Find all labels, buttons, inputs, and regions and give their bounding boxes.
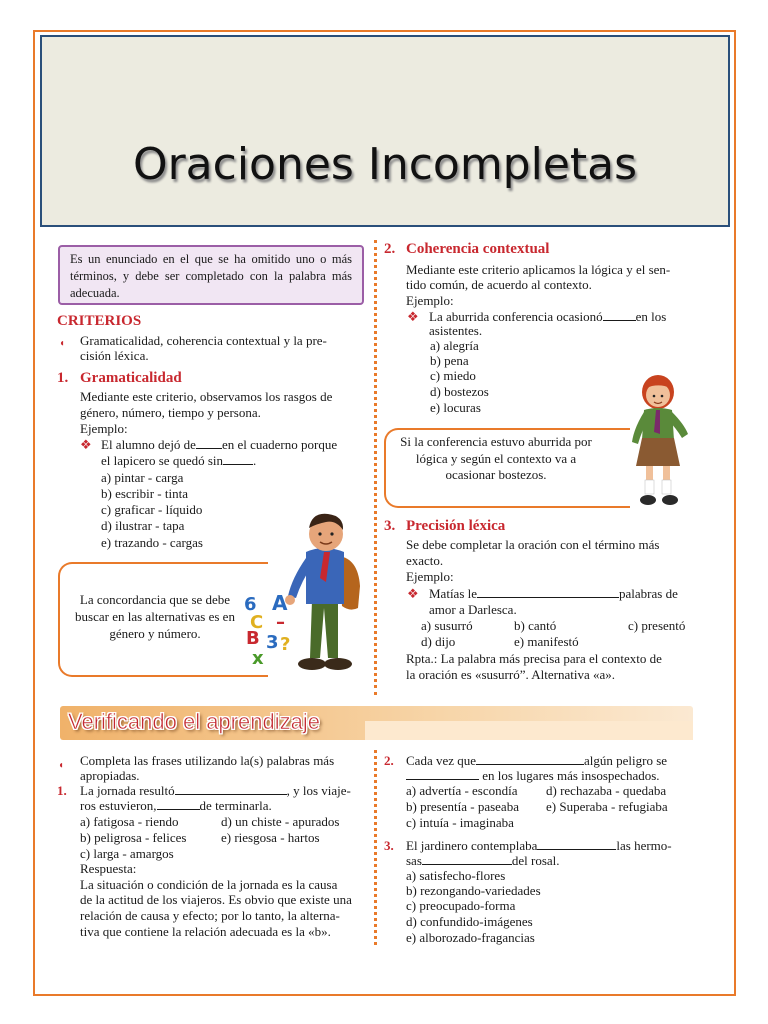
question-text: algún peligro se [584, 753, 668, 768]
gramaticalidad-heading: Gramaticalidad [80, 370, 182, 386]
precision-option-a: a) susurró [421, 618, 473, 633]
question-text: palabras de [619, 586, 678, 601]
q1-line-1 [80, 783, 351, 799]
question-text: La jornada resultó [80, 783, 175, 798]
blank [196, 437, 222, 449]
question-text: las hermo- [616, 838, 672, 853]
coherencia-option-a: a) alegría [430, 338, 479, 353]
q3-option-b: b) rezongando-variedades [406, 883, 541, 898]
q1-number: 1. [57, 783, 67, 798]
gramaticalidad-question-line-1 [101, 437, 337, 453]
coherencia-option-d: d) bostezos [430, 384, 489, 399]
q3-option-a: a) satisfecho-flores [406, 868, 506, 883]
gramaticalidad-option-c: c) graficar - líquido [101, 502, 203, 517]
question-text: . [253, 453, 257, 468]
question-text: Matías le [429, 586, 478, 601]
question-text: en el cuaderno porque [221, 437, 338, 452]
gramaticalidad-number: 1. [57, 370, 69, 386]
gramaticalidad-option-a: a) pintar - carga [101, 470, 184, 485]
q1-option-d: d) un chiste - apurados [221, 814, 340, 829]
question-text: El jardinero contemplaba [406, 838, 538, 853]
blank [603, 309, 636, 321]
q3-line-2 [406, 853, 560, 869]
letter-dash: – [276, 612, 285, 633]
definition-box: Es un enunciado en el que se ha omitido uno o más términos, y debe ser completado con la palabra más adecuada. [58, 245, 364, 305]
criterios-bullet-icon: ◖ [59, 338, 66, 349]
q2-line-1 [406, 753, 667, 769]
coherencia-option-c: c) miedo [430, 368, 476, 383]
exercise-intro-2: apropiadas. [80, 768, 140, 783]
blank [477, 586, 619, 598]
q1-answer-2: de la actitud de los viajeros. Es obvio que existe una [80, 892, 352, 907]
gramaticalidad-option-b: b) escribir - tinta [101, 486, 188, 501]
letter-x: x [252, 648, 264, 669]
note-left-text: La concordancia que se debe buscar en las alternativas es en género y número. [75, 592, 235, 641]
precision-option-e: e) manifestó [514, 634, 579, 649]
q1-option-c: c) larga - amargos [80, 846, 174, 861]
q2-option-e: e) Superaba - refugiaba [546, 799, 668, 814]
q1-option-a: a) fatigosa - riendo [80, 814, 179, 829]
question-text: , y los viaje- [286, 783, 351, 798]
coherencia-desc-1: Mediante este criterio aplicamos la lógica y el sen- [406, 262, 671, 277]
coherencia-heading: Coherencia contextual [406, 241, 550, 257]
banner-tab [365, 721, 693, 740]
column-divider-top [374, 240, 377, 695]
gramaticalidad-question-line-2 [101, 453, 256, 469]
q3-option-c: c) preocupado-forma [406, 898, 516, 913]
q1-answer-3: relación de causa y efecto; por lo tanto, la alterna- [80, 908, 340, 923]
precision-rpta-2: la oración es «susurró”. Alternativa «a». [406, 667, 616, 682]
coherencia-desc-2: tido común, de acuerdo al contexto. [406, 277, 592, 292]
precision-heading: Precisión léxica [406, 518, 506, 534]
q3-line-1 [406, 838, 672, 854]
precision-option-c: c) presentó [628, 618, 686, 633]
letter-b: B [246, 628, 260, 649]
question-text: La aburrida conferencia ocasionó [429, 309, 603, 324]
letter-c: C [250, 612, 264, 633]
criterios-text-1: Gramaticalidad, coherencia contextual y la pre- [80, 333, 327, 348]
q1-line-2 [80, 798, 272, 814]
page-title: Oraciones Incompletas [132, 139, 638, 190]
q1-respuesta-label: Respuesta: [80, 861, 137, 876]
q3-number: 3. [384, 838, 394, 853]
coherencia-ejemplo: Ejemplo: [406, 293, 454, 308]
precision-question-line-2: amor a Darlesca. [429, 602, 517, 617]
question-text: El alumno dejó de [101, 437, 196, 452]
q3-option-d: d) confundido-imágenes [406, 914, 533, 929]
blank [422, 853, 512, 865]
question-text: de terminarla. [199, 798, 272, 813]
blank [175, 783, 287, 795]
q2-line-2 [406, 768, 660, 784]
blank [476, 753, 584, 765]
precision-ejemplo: Ejemplo: [406, 569, 454, 584]
blank [406, 768, 479, 780]
q2-option-a: a) advertía - escondía [406, 783, 518, 798]
gramaticalidad-desc-1: Mediante este criterio, observamos los rasgos de [80, 389, 333, 404]
exercise-bullet-icon: ◖ [58, 760, 65, 771]
q2-number: 2. [384, 753, 394, 768]
diamond-bullet-icon: ❖ [407, 586, 419, 601]
question-text: en los [635, 309, 667, 324]
title-box [40, 35, 730, 227]
criterios-heading: CRITERIOS [57, 313, 142, 329]
letter-question: ? [280, 634, 291, 655]
banner-title: Verificando el aprendizaje [68, 709, 320, 734]
letter-3: 3 [266, 632, 279, 653]
q3-option-e: e) alborozado-fragancias [406, 930, 535, 945]
precision-desc-1: Se debe completar la oración con el término más [406, 537, 660, 552]
question-text: sas [406, 853, 422, 868]
criterios-text-2: cisión léxica. [80, 348, 149, 363]
gramaticalidad-option-e: e) trazando - cargas [101, 535, 203, 550]
q1-answer-4: tiva que contiene la relación adecuada es la «b». [80, 924, 331, 939]
precision-desc-2: exacto. [406, 553, 444, 568]
girl-illustration [622, 372, 702, 512]
coherencia-option-b: b) pena [430, 353, 469, 368]
blank [537, 838, 616, 850]
gramaticalidad-desc-2: género, número, tiempo y persona. [80, 405, 261, 420]
gramaticalidad-ejemplo: Ejemplo: [80, 421, 128, 436]
q2-option-d: d) rechazaba - quedaba [546, 783, 667, 798]
blank [157, 798, 200, 810]
precision-rpta-1: Rpta.: La palabra más precisa para el contexto de [406, 651, 662, 666]
precision-number: 3. [384, 518, 396, 534]
precision-option-d: d) dijo [421, 634, 456, 649]
coherencia-number: 2. [384, 241, 396, 257]
letter-6: 6 [244, 594, 257, 615]
question-text: el lapicero se quedó sin [101, 453, 224, 468]
q2-option-b: b) presentía - paseaba [406, 799, 519, 814]
q2-option-c: c) intuía - imaginaba [406, 815, 514, 830]
q1-option-b: b) peligrosa - felices [80, 830, 187, 845]
note-right-text: Si la conferencia estuvo aburrida por lógica y según el contexto va a ocasionar bostezos. [400, 434, 592, 482]
question-text: en los lugares más insospechados. [479, 768, 660, 783]
column-divider-bottom [374, 750, 377, 945]
letter-a: A [272, 591, 288, 615]
precision-option-b: b) cantó [514, 618, 557, 633]
boy-illustration [240, 508, 370, 680]
question-text: del rosal. [511, 853, 560, 868]
q1-option-e: e) riesgosa - hartos [221, 830, 320, 845]
precision-question-line-1 [429, 586, 678, 602]
q1-answer-1: La situación o condición de la jornada es la causa [80, 877, 338, 892]
diamond-bullet-icon: ❖ [407, 309, 419, 324]
coherencia-option-e: e) locuras [430, 400, 481, 415]
question-text: ros estuvieron, [80, 798, 157, 813]
gramaticalidad-option-d: d) ilustrar - tapa [101, 518, 185, 533]
diamond-bullet-icon: ❖ [80, 437, 92, 452]
blank [223, 453, 253, 465]
exercise-intro-1: Completa las frases utilizando la(s) palabras más [80, 753, 335, 768]
question-text: Cada vez que [406, 753, 477, 768]
coherencia-question-line-2: asistentes. [429, 323, 483, 338]
